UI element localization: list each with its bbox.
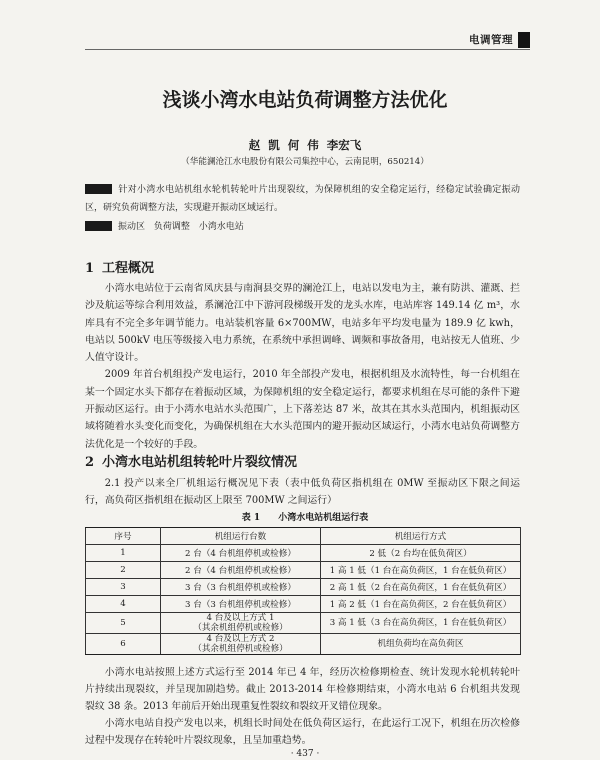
section-2-paragraph-2: 小湾水电站自投产发电以来，机组长时间处在低负荷区运行，在此运行工况下，机组在历次检修过程中发现存在转轮叶片裂纹现象，且呈加重趋势。 [85,718,520,746]
subsection-2-1-number: 2.1 [104,478,121,489]
section-1-heading [85,261,154,277]
table-header-cell: 机组运行方式 [321,528,521,545]
table-header-cell: 序号 [86,528,161,545]
table-cell-no: 3 [86,579,161,596]
table-cell-units: 3 台（3 台机组停机或检修） [161,579,321,596]
section-1-title: 工程概况 [102,261,155,276]
table-cell-units [161,613,321,634]
subsection-2-1 [85,475,520,510]
section-1-paragraph-2: 2009 年首台机组投产发电运行，2010 年全部投产发电，根据机组及水流特性，每一台机组在某一个固定水头下都存在着振动区域，为保障机组的安全稳定运行，都要求机组在尽可能的条件下避开振动区运行。由于小湾水电站水头范围广，上下落差达 87 米，故其在其水头范围内，机组振动区域将随着水头变化而变化，为确保机组在大水头范围内的避开振动区域运行，小湾水电站负荷调整方法优化是一个较好的手段。 [85,369,520,450]
subsection-2-1-text: 投产以来全厂机组运行概况见下表（表中低负荷区指机组在 0MW 至振动区下限之间运行，高负荷区指机组在振动区上限至 700MW 之间运行） [85,478,520,507]
header-rule [85,49,530,50]
table-row [86,634,521,655]
table-cell-units-main: 4 台及以上方式 2 [206,634,275,644]
table-cell-mode: 2 低（2 台均在低负荷区） [321,545,521,562]
table-cell-no: 2 [86,562,161,579]
table-cell-mode: 1 高 1 低（1 台在高负荷区，1 台在低负荷区） [321,562,521,579]
table-cell-mode: 3 高 1 低（3 台在高负荷区，1 台在低负荷区） [321,613,521,634]
table-row [86,562,521,579]
table-header-row [86,528,521,545]
table-row [86,545,521,562]
table-cell-mode: 2 高 1 低（2 台在高负荷区，1 台在低负荷区） [321,579,521,596]
header-block-mark [518,32,530,48]
keywords-text: 振动区 负荷调整 小湾水电站 [118,222,244,232]
section-2-body [85,664,520,749]
article-affiliation: （华能澜沧江水电股份有限公司集控中心，云南昆明，650214） [181,157,429,167]
section-1-body [85,280,520,453]
table-header-cell: 机组运行台数 [161,528,321,545]
section-1-paragraph-1: 小湾水电站位于云南省凤庆县与南涧县交界的澜沧江上，电站以发电为主，兼有防洪、灌溉、拦沙及航运等综合利用效益，系澜沧江中下游河段梯级开发的龙头水库，电站库容 149.14 亿 m³，水库具有不完全多年调节能力。电站装机容量 6×700MW，电站多年平均发电量为 189.9 亿 kwh，电站以 500kV 电压等级接入电力系统，在系统中承担调峰、调频和事故备用，电站按无人值班、少人值守设计。 [85,283,520,364]
table-cell-no: 5 [86,613,161,634]
abstract-text: 针对小湾水电站机组水轮机转轮叶片出现裂纹，为保障机组的安全稳定运行，经稳定试验确定振动区，研究负荷调整方法，实现避开振动区域运行。 [85,185,520,213]
keywords-label-mark [85,221,112,231]
article-title: 浅谈小湾水电站负荷调整方法优化 [162,89,448,111]
table-cell-mode: 1 高 2 低（1 台在高负荷区，2 台在低负荷区） [321,596,521,613]
table-cell-units-note: （其余机组停机或检修） [193,644,288,654]
section-2-title: 小湾水电站机组转轮叶片裂纹情况 [102,455,298,470]
section-2-paragraph-1: 小湾水电站按照上述方式运行至 2014 年已 4 年，经历次检修期检查、统计发现水轮机转轮叶片持续出现裂纹，并呈现加剧趋势。截止 2013-2014 年检修期结束，小湾水电站 6 台机组共发现裂纹 38 条。2013 年前后开始出现重复性裂纹和裂纹开叉错位现象。 [85,667,520,712]
abstract [85,181,520,217]
table-cell-units: 2 台（4 台机组停机或检修） [161,562,321,579]
table-row [86,613,521,634]
table-cell-no: 6 [86,634,161,655]
keywords [85,218,520,236]
table-cell-no: 4 [86,596,161,613]
table-cell-mode: 机组负荷均在高负荷区 [321,634,521,655]
table-cell-units-note: （其余机组停机或检修） [193,623,288,633]
abstract-label-mark [85,184,112,194]
table-caption-label: 表 1 [241,513,261,523]
section-1-number: 1 [85,261,95,276]
section-2-number: 2 [85,455,95,470]
table-row [86,579,521,596]
section-2-heading [85,455,297,471]
article-authors: 赵 凯 何 伟 李宏飞 [248,138,362,152]
table-cell-units: 3 台（3 台机组停机或检修） [161,596,321,613]
page-number: · 437 · [290,749,320,759]
operation-table [85,527,521,655]
subsection-2-1-paragraph [85,475,520,510]
table-caption [85,512,525,524]
running-header: 电调管理 [469,34,513,46]
table-cell-units: 2 台（4 台机组停机或检修） [161,545,321,562]
table-cell-units [161,634,321,655]
table-caption-title: 小湾水电站机组运行表 [278,513,369,523]
table-cell-units-main: 4 台及以上方式 1 [206,613,275,623]
table-cell-no: 1 [86,545,161,562]
table-row [86,596,521,613]
